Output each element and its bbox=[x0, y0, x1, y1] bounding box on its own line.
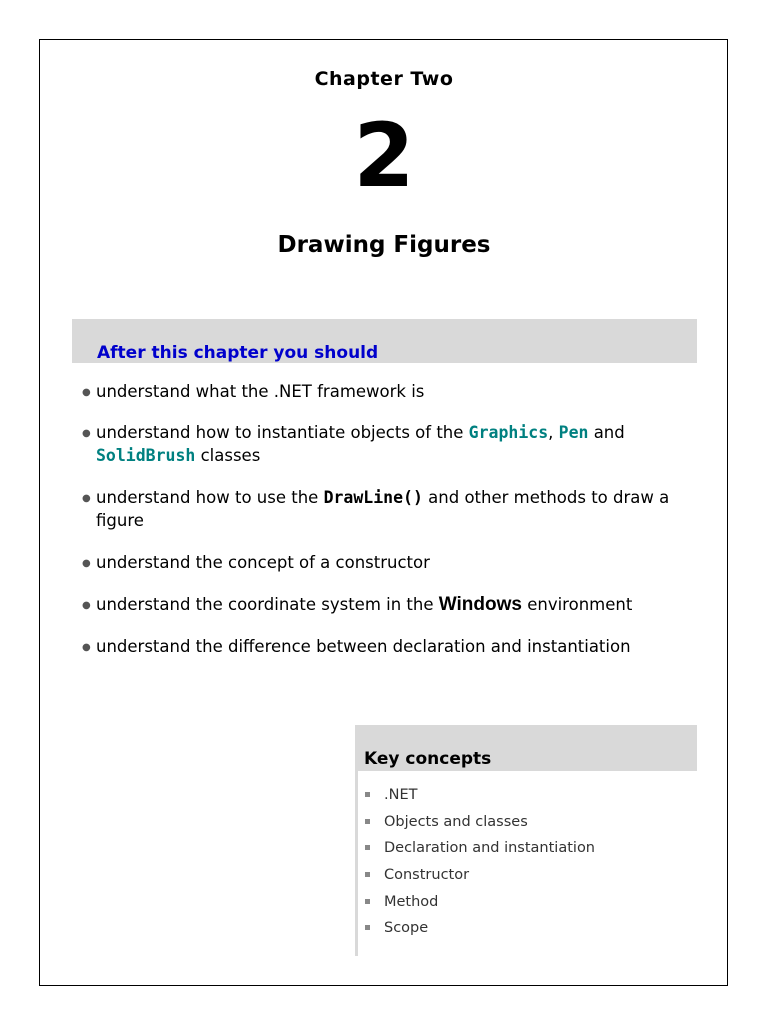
bullet-icon: ● bbox=[82, 428, 91, 439]
bullet-icon: ● bbox=[82, 558, 91, 569]
chapter-number: 2 bbox=[353, 104, 415, 207]
code-term-solidbrush: SolidBrush bbox=[96, 446, 196, 465]
bullet-icon: ● bbox=[82, 600, 91, 611]
objective-item: ● understand how to instantiate objects of the Graphics, Pen and SolidBrush classes bbox=[82, 423, 625, 465]
key-concept-item: Declaration and instantiation bbox=[365, 840, 595, 867]
square-bullet-icon bbox=[365, 792, 370, 797]
bullet-icon: ● bbox=[82, 387, 91, 398]
square-bullet-icon bbox=[365, 819, 370, 824]
objective-item: ● understand how to use the DrawLine() and other methods to draw a figure bbox=[82, 488, 670, 530]
key-concepts-box bbox=[355, 725, 697, 956]
bullet-icon: ● bbox=[82, 493, 91, 504]
objectives-list bbox=[80, 380, 700, 677]
windows-term: Windows bbox=[438, 594, 522, 615]
objectives-header bbox=[72, 319, 697, 363]
objectives-heading: After this chapter you should bbox=[97, 343, 379, 363]
code-term-pen: Pen bbox=[558, 423, 589, 442]
objective-item: ● understand the coordinate system in the Windows environment bbox=[82, 594, 633, 615]
code-term-graphics: Graphics bbox=[468, 423, 549, 442]
square-bullet-icon bbox=[365, 925, 370, 930]
key-concepts-heading: Key concepts bbox=[364, 749, 492, 769]
key-concept-item: Scope bbox=[365, 920, 595, 947]
bullet-icon: ● bbox=[82, 642, 91, 653]
key-concept-item: Method bbox=[365, 894, 595, 921]
chapter-title: Drawing Figures bbox=[277, 232, 491, 258]
code-term-drawline: DrawLine() bbox=[323, 488, 423, 507]
square-bullet-icon bbox=[365, 845, 370, 850]
objective-item: ● understand the concept of a constructor bbox=[80, 551, 700, 574]
chapter-label: Chapter Two bbox=[314, 68, 454, 90]
key-concepts-rule bbox=[355, 771, 358, 956]
square-bullet-icon bbox=[365, 872, 370, 877]
key-concepts-header bbox=[355, 725, 697, 771]
square-bullet-icon bbox=[365, 899, 370, 904]
key-concept-item: Objects and classes bbox=[365, 814, 595, 841]
key-concept-item: .NET bbox=[365, 787, 595, 814]
key-concepts-list bbox=[365, 787, 595, 947]
objective-item: ● understand the difference between declaration and instantiation bbox=[80, 635, 700, 658]
key-concept-item: Constructor bbox=[365, 867, 595, 894]
objective-item: ● understand what the .NET framework is bbox=[80, 380, 700, 403]
